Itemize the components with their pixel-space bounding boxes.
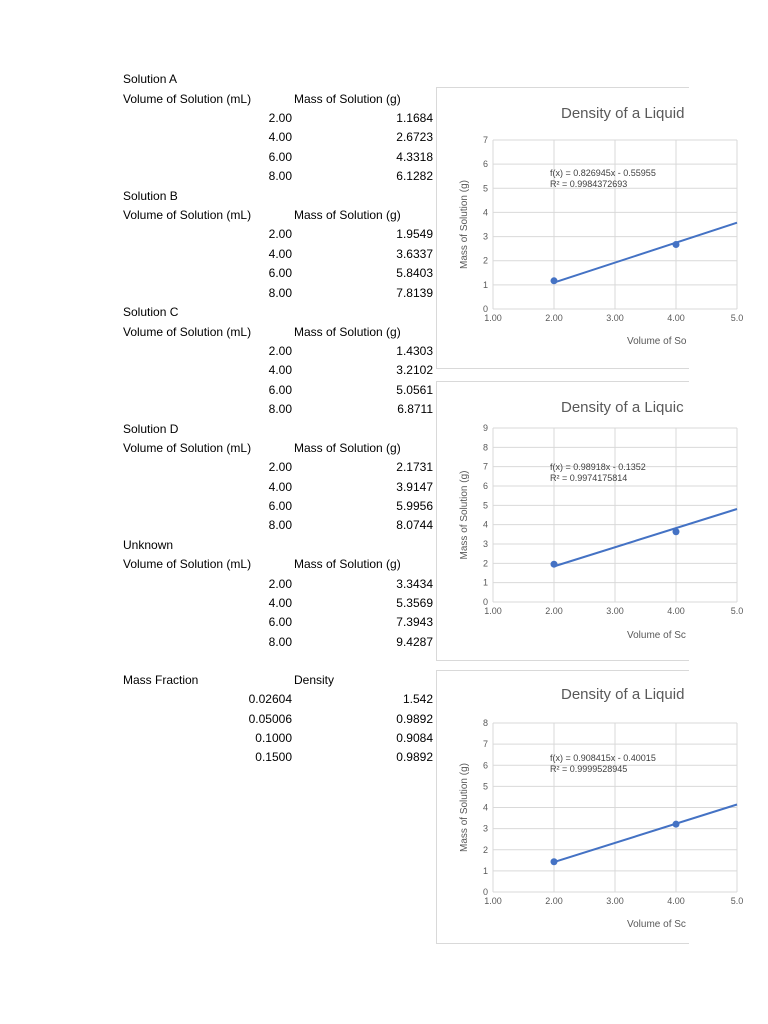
column-header-mass: Mass of Solution (g) — [294, 92, 401, 106]
volume-cell: 4.00 — [268, 247, 292, 261]
r-squared-label: R² = 0.9974175814 — [550, 473, 628, 483]
y-tick-label: 3 — [482, 823, 488, 834]
mass-cell: 6.1282 — [396, 169, 433, 183]
y-tick-label: 1 — [482, 279, 488, 290]
mass-cell: 3.9147 — [396, 480, 433, 494]
mass-fraction-cell: 0.1000 — [255, 731, 292, 745]
column-header-mass: Mass of Solution (g) — [294, 325, 401, 339]
x-tick-label: 5.0 — [730, 606, 744, 616]
y-tick-label: 8 — [482, 442, 488, 453]
data-point — [673, 241, 680, 248]
x-axis-title: Volume of So — [627, 336, 687, 347]
y-tick-label: 6 — [482, 159, 488, 170]
column-header-mass-fraction: Mass Fraction — [123, 673, 199, 687]
x-tick-label: 4.00 — [667, 313, 685, 323]
chart-title: Density of a Liquic — [561, 399, 684, 416]
table-title: Solution B — [123, 189, 178, 203]
y-tick-label: 4 — [482, 802, 488, 813]
mass-cell: 9.4287 — [396, 635, 433, 649]
r-squared-label: R² = 0.9984372693 — [550, 179, 628, 189]
x-axis-title: Volume of Sc — [627, 919, 686, 930]
trendline — [554, 223, 737, 283]
volume-cell: 8.00 — [268, 518, 292, 532]
mass-cell: 1.4303 — [396, 344, 433, 358]
x-tick-label: 1.00 — [484, 896, 502, 906]
trendline-equation: f(x) = 0.908415x - 0.40015 — [550, 753, 656, 763]
table-title: Solution D — [123, 422, 179, 436]
column-header-mass: Mass of Solution (g) — [294, 208, 401, 222]
y-tick-label: 3 — [482, 231, 488, 242]
mass-cell: 5.3569 — [396, 596, 433, 610]
x-axis-title: Volume of Sc — [627, 630, 686, 641]
volume-cell: 8.00 — [268, 635, 292, 649]
y-tick-label: 8 — [482, 718, 488, 728]
density-cell: 0.9084 — [396, 731, 433, 745]
trendline — [554, 805, 737, 863]
table-title: Solution C — [123, 305, 179, 319]
y-tick-label: 7 — [482, 739, 488, 750]
y-tick-label: 3 — [482, 539, 488, 549]
volume-cell: 6.00 — [268, 150, 292, 164]
column-header-volume: Volume of Solution (mL) — [123, 557, 252, 571]
y-tick-label: 4 — [482, 207, 488, 218]
x-tick-label: 3.00 — [606, 313, 624, 323]
table-title: Unknown — [123, 538, 174, 552]
density-chart-3[interactable] — [436, 670, 744, 944]
mass-cell: 4.3318 — [396, 150, 433, 164]
y-tick-label: 9 — [482, 423, 488, 433]
y-tick-label: 2 — [482, 255, 488, 266]
column-header-volume: Volume of Solution (mL) — [123, 208, 252, 222]
y-tick-label: 0 — [482, 304, 488, 314]
y-axis-title: Mass of Solution (g) — [459, 470, 470, 560]
chart-title: Density of a Liquid — [561, 686, 685, 703]
volume-cell: 8.00 — [268, 286, 292, 300]
column-header-mass: Mass of Solution (g) — [294, 441, 401, 455]
column-header-volume: Volume of Solution (mL) — [123, 441, 252, 455]
y-tick-label: 7 — [482, 135, 488, 145]
y-tick-label: 0 — [482, 597, 488, 607]
x-tick-label: 1.00 — [484, 313, 502, 323]
data-point — [551, 561, 558, 568]
volume-cell: 6.00 — [268, 383, 292, 397]
density-cell: 0.9892 — [396, 750, 433, 764]
y-tick-label: 2 — [482, 558, 488, 569]
y-tick-label: 1 — [482, 577, 488, 588]
mass-cell: 8.0744 — [396, 518, 433, 532]
x-tick-label: 2.00 — [545, 606, 563, 616]
volume-cell: 2.00 — [268, 227, 292, 241]
mass-fraction-cell: 0.05006 — [248, 712, 292, 726]
data-point — [551, 277, 558, 284]
volume-cell: 8.00 — [268, 402, 292, 416]
x-tick-label: 3.00 — [606, 896, 624, 906]
mass-fraction-cell: 0.1500 — [255, 750, 292, 764]
y-tick-label: 5 — [482, 183, 488, 194]
x-tick-label: 5.0 — [730, 896, 744, 906]
trendline-equation: f(x) = 0.826945x - 0.55955 — [550, 168, 656, 178]
mass-cell: 2.6723 — [396, 130, 433, 144]
y-axis-title: Mass of Solution (g) — [459, 763, 470, 852]
mass-cell: 5.0561 — [396, 383, 433, 397]
mass-cell: 2.1731 — [396, 460, 433, 474]
y-tick-label: 4 — [482, 519, 488, 530]
column-header-volume: Volume of Solution (mL) — [123, 325, 252, 339]
mass-cell: 3.3434 — [396, 577, 433, 591]
column-header-volume: Volume of Solution (mL) — [123, 92, 252, 106]
x-tick-label: 4.00 — [667, 606, 685, 616]
data-point — [673, 821, 680, 828]
x-tick-label: 3.00 — [606, 606, 624, 616]
mass-cell: 3.6337 — [396, 247, 433, 261]
x-tick-label: 4.00 — [667, 896, 685, 906]
volume-cell: 2.00 — [268, 111, 292, 125]
trendline — [554, 509, 737, 566]
volume-cell: 4.00 — [268, 596, 292, 610]
mass-cell: 7.3943 — [396, 615, 433, 629]
y-axis-title: Mass of Solution (g) — [459, 180, 470, 269]
column-header-density: Density — [294, 673, 335, 687]
y-tick-label: 1 — [482, 865, 488, 876]
volume-cell: 8.00 — [268, 169, 292, 183]
trendline-equation: f(x) = 0.98918x - 0.1352 — [550, 462, 646, 472]
mass-cell: 6.8711 — [397, 402, 433, 416]
density-cell: 0.9892 — [396, 712, 433, 726]
volume-cell: 6.00 — [268, 615, 292, 629]
x-tick-label: 5.0 — [730, 313, 744, 323]
density-chart-2[interactable] — [436, 381, 744, 661]
mass-cell: 5.9956 — [396, 499, 433, 513]
volume-cell: 4.00 — [268, 363, 292, 377]
data-point — [551, 858, 558, 865]
x-tick-label: 2.00 — [545, 313, 563, 323]
x-tick-label: 2.00 — [545, 896, 563, 906]
y-tick-label: 6 — [482, 481, 488, 491]
y-tick-label: 5 — [482, 500, 488, 511]
volume-cell: 6.00 — [268, 499, 292, 513]
mass-cell: 7.8139 — [396, 286, 433, 300]
mass-fraction-cell: 0.02604 — [248, 692, 292, 706]
volume-cell: 2.00 — [268, 577, 292, 591]
mass-cell: 1.1684 — [396, 111, 433, 125]
volume-cell: 4.00 — [268, 480, 292, 494]
y-tick-label: 2 — [482, 844, 488, 855]
table-title: Solution A — [123, 72, 178, 86]
y-tick-label: 6 — [482, 760, 488, 771]
volume-cell: 4.00 — [268, 130, 292, 144]
y-tick-label: 7 — [482, 461, 488, 472]
r-squared-label: R² = 0.9999528945 — [550, 764, 628, 774]
chart-title: Density of a Liquid — [561, 105, 685, 122]
column-header-mass: Mass of Solution (g) — [294, 557, 401, 571]
volume-cell: 2.00 — [268, 460, 292, 474]
mass-cell: 1.9549 — [396, 227, 433, 241]
density-cell: 1.542 — [402, 692, 433, 706]
mass-cell: 3.2102 — [396, 363, 433, 377]
y-tick-label: 5 — [482, 781, 488, 792]
x-tick-label: 1.00 — [484, 606, 502, 616]
volume-cell: 6.00 — [268, 266, 292, 280]
data-point — [673, 528, 680, 535]
density-chart-1[interactable] — [436, 87, 744, 369]
y-tick-label: 0 — [482, 887, 488, 897]
volume-cell: 2.00 — [268, 344, 292, 358]
mass-cell: 5.8403 — [396, 266, 433, 280]
